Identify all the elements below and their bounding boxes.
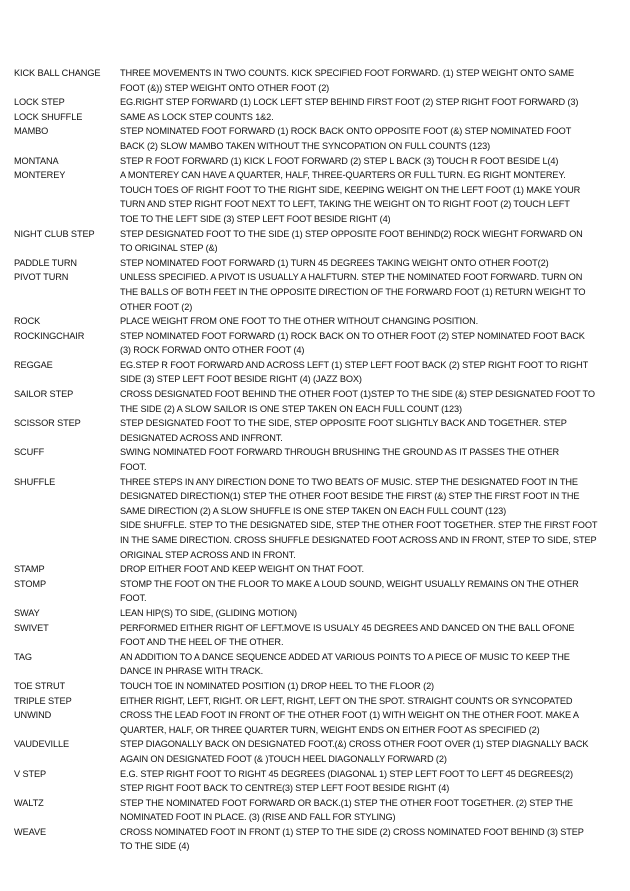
- entry-term: ROCKINGCHAIR: [14, 330, 85, 341]
- entry-term: REGGAE: [14, 359, 53, 370]
- entry-definition: [120, 256, 624, 271]
- entry-definition: [120, 110, 624, 125]
- entry-definition: [120, 314, 624, 329]
- definition-line: (3) ROCK FORWAD ONTO OTHER FOOT (4): [120, 345, 305, 356]
- entry-definition: [120, 416, 624, 445]
- definition-line: QUARTER, HALF, OR THREE QUARTER TURN, WEIGHT ENDS ON EITHER FOOT AS SPECIFIED (2): [120, 724, 540, 735]
- definition-line: IN THE SAME DIRECTION. CROSS SHUFFLE DESIGNATED FOOT ACROSS AND IN FRONT, STEP TO SIDE, STEP: [120, 535, 597, 545]
- definition-line: FOOT AND THE HEEL OF THE OTHER.: [120, 637, 284, 648]
- glossary-entry: [14, 168, 624, 226]
- glossary-entry: [14, 387, 624, 416]
- glossary-entry: [14, 329, 624, 358]
- definition-line: STEP NOMINATED FOOT FORWARD (1) TURN 45 DEGREES TAKING WEIGHT ONTO OTHER FOOT(2): [120, 257, 549, 268]
- definition-line: NOMINATED FOOT IN PLACE. (3) (RISE AND FALL FOR STYLING): [120, 812, 396, 823]
- entry-definition: [120, 445, 624, 474]
- definition-line: DESIGNATED ACROSS AND INFRONT.: [120, 432, 283, 443]
- entry-term: SWIVET: [14, 622, 49, 633]
- entry-term: VAUDEVILLE: [14, 739, 69, 750]
- definition-line: AN ADDITION TO A DANCE SEQUENCE ADDED AT VARIOUS POINTS TO A PIECE OF MUSIC TO KEEP THE: [120, 651, 570, 662]
- definition-line: SIDE (3) STEP LEFT FOOT BESIDE RIGHT (4) (JAZZ BOX): [120, 374, 362, 385]
- entry-definition: [120, 694, 624, 709]
- entry-definition: [120, 650, 624, 679]
- glossary-entry: [14, 606, 624, 621]
- entry-definition: [120, 95, 624, 110]
- entry-term: LOCK STEP: [14, 97, 65, 108]
- definition-line: TO THE SIDE (4): [120, 841, 190, 852]
- entry-definition: [120, 168, 624, 226]
- definition-line: PERFORMED EITHER RIGHT OF LEFT.MOVE IS USUALY 45 DEGREES AND DANCED ON THE BALL OFONE: [120, 622, 575, 633]
- glossary-entry: [14, 796, 624, 825]
- definition-line: SWING NOMINATED FOOT FORWARD THROUGH BRUSHING THE GROUND AS IT PASSES THE OTHER: [120, 447, 560, 458]
- glossary-entry: [14, 562, 624, 577]
- entry-term: SWAY: [14, 607, 40, 618]
- glossary-entry: [14, 95, 624, 110]
- glossary-entry: [14, 154, 624, 169]
- entry-term: NIGHT CLUB STEP: [14, 228, 95, 239]
- definition-line: TO ORIGINAL STEP (&): [120, 243, 218, 254]
- definition-line: THREE STEPS IN ANY DIRECTION DONE TO TWO BEATS OF MUSIC. STEP THE DESIGNATED FOOT IN THE: [120, 476, 578, 487]
- entry-term: MONTEREY: [14, 170, 66, 181]
- definition-line: A MONTEREY CAN HAVE A QUARTER, HALF, THREE-QUARTERS OR FULL TURN. EG RIGHT MONTEREY.: [120, 170, 566, 181]
- definition-line: EITHER RIGHT, LEFT, RIGHT. OR LEFT, RIGHT, LEFT ON THE SPOT. STRAIGHT COUNTS OR SYNCOPATED: [120, 695, 573, 706]
- definition-line: THE BALLS OF BOTH FEET IN THE OPPOSITE DIRECTION OF THE FORWARD FOOT (1) RETURN WEIGHT TO: [120, 286, 586, 297]
- entry-term: SHUFFLE: [14, 476, 56, 487]
- glossary-entry: [14, 621, 624, 650]
- entry-definition: [120, 124, 624, 153]
- entry-definition: [120, 606, 624, 621]
- definition-line: OTHER FOOT (2): [120, 301, 193, 312]
- entry-term: MONTANA: [14, 155, 59, 166]
- definition-line: ORIGINAL STEP ACROSS AND IN FRONT.: [120, 549, 296, 560]
- entry-term: TOE STRUT: [14, 680, 65, 691]
- glossary-entry: [14, 256, 624, 271]
- entry-definition: [120, 796, 624, 825]
- entry-definition: [120, 154, 624, 169]
- entry-term: LOCK SHUFFLE: [14, 111, 83, 122]
- definition-line: THE SIDE (2) A SLOW SAILOR IS ONE STEP TAKEN ON EACH FULL COUNT (123): [120, 403, 462, 414]
- entry-term: UNWIND: [14, 710, 52, 721]
- definition-line: SAME AS LOCK STEP COUNTS 1&2.: [120, 111, 274, 122]
- glossary-entry: [14, 708, 624, 737]
- glossary-entry: [14, 270, 624, 314]
- glossary-entry: [14, 358, 624, 387]
- definition-line: TOUCH TOE IN NOMINATED POSITION (1) DROP HEEL TO THE FLOOR (2): [120, 680, 434, 691]
- entry-definition: [120, 66, 624, 95]
- definition-line: THREE MOVEMENTS IN TWO COUNTS. KICK SPECIFIED FOOT FORWARD. (1) STEP WEIGHT ONTO SAME: [120, 68, 574, 78]
- definition-line: UNLESS SPECIFIED. A PIVOT IS USUALLY A HALFTURN. STEP THE NOMINATED FOOT FORWARD. TURN ON: [120, 272, 583, 283]
- entry-definition: [120, 270, 624, 314]
- entry-term: SCUFF: [14, 447, 45, 458]
- definition-line: CROSS NOMINATED FOOT IN FRONT (1) STEP TO THE SIDE (2) CROSS NOMINATED FOOT BEHIND (3) STEP: [120, 826, 584, 837]
- glossary-entry: [14, 110, 624, 125]
- entry-definition: [120, 387, 624, 416]
- definition-line: SAME DIRECTION (2) A SLOW SHUFFLE IS ONE STEP TAKEN ON EACH FULL COUNT (123): [120, 505, 507, 516]
- glossary-entry: [14, 124, 624, 153]
- definition-line: BACK (2) SLOW MAMBO TAKEN WITHOUT THE SYNCOPATION ON FULL COUNTS (123): [120, 140, 491, 151]
- definition-line: FOOT.: [120, 593, 147, 604]
- entry-definition: [120, 708, 624, 737]
- glossary-entry: [14, 650, 624, 679]
- definition-line: STEP DIAGONALLY BACK ON DESIGNATED FOOT.(&) CROSS OTHER FOOT OVER (1) STEP DIAGNALLY BACK: [120, 739, 589, 750]
- entry-definition: [120, 767, 624, 796]
- entry-term: STOMP: [14, 578, 47, 589]
- entry-term: WEAVE: [14, 826, 47, 837]
- entry-term: WALTZ: [14, 797, 44, 808]
- entry-term: ROCK: [14, 316, 41, 327]
- definition-line: AGAIN ON DESIGNATED FOOT (& )TOUCH HEEL DIAGONALLY FORWARD (2): [120, 753, 447, 764]
- entry-term: PIVOT TURN: [14, 272, 69, 283]
- glossary-page: [14, 66, 624, 854]
- definition-line: STOMP THE FOOT ON THE FLOOR TO MAKE A LOUD SOUND, WEIGHT USUALLY REMAINS ON THE OTHER: [120, 578, 579, 589]
- definition-line: TURN AND STEP RIGHT FOOT NEXT TO LEFT, TAKING THE WEIGHT ON TO RIGHT FOOT (2) TOUCH LEFT: [120, 199, 570, 210]
- entry-definition: [120, 475, 624, 563]
- definition-line: PLACE WEIGHT FROM ONE FOOT TO THE OTHER WITHOUT CHANGING POSITION.: [120, 316, 479, 327]
- glossary-entry: [14, 679, 624, 694]
- entry-term: KICK BALL CHANGE: [14, 68, 101, 78]
- entry-definition: [120, 621, 624, 650]
- definition-line: STEP DESIGNATED FOOT TO THE SIDE (1) STEP OPPOSITE FOOT BEHIND(2) ROCK WIEGHT FORWARD ON: [120, 228, 583, 239]
- glossary-entry: [14, 475, 624, 563]
- definition-line: STEP THE NOMINATED FOOT FORWARD OR BACK.(1) STEP THE OTHER FOOT TOGETHER. (2) STEP THE: [120, 797, 573, 808]
- definition-line: LEAN HIP(S) TO SIDE, (GLIDING MOTION): [120, 607, 297, 618]
- entry-definition: [120, 227, 624, 256]
- definition-line: CROSS DESIGNATED FOOT BEHIND THE OTHER FOOT (1)STEP TO THE SIDE (&) STEP DESIGNATED FOOT TO: [120, 389, 595, 400]
- entry-definition: [120, 329, 624, 358]
- definition-line: TOUCH TOES OF RIGHT FOOT TO THE RIGHT SIDE, KEEPING WEIGHT ON THE LEFT FOOT (1) MAKE YOUR: [120, 184, 581, 195]
- entry-term: SAILOR STEP: [14, 389, 74, 400]
- entry-definition: [120, 737, 624, 766]
- definition-line: CROSS THE LEAD FOOT IN FRONT OF THE OTHER FOOT (1) WITH WEIGHT ON THE OTHER FOOT. MAKE A: [120, 710, 579, 721]
- definition-line: STEP NOMINATED FOOT FORWARD (1) ROCK BACK ONTO OPPOSITE FOOT (&) STEP NOMINATED FOOT: [120, 126, 572, 137]
- glossary-entry: [14, 577, 624, 606]
- entry-term: TAG: [14, 651, 32, 662]
- entry-term: TRIPLE STEP: [14, 695, 72, 706]
- entry-definition: [120, 825, 624, 854]
- glossary-entry: [14, 694, 624, 709]
- definition-line: STEP NOMINATED FOOT FORWARD (1) ROCK BACK ON TO OTHER FOOT (2) STEP NOMINATED FOOT BACK: [120, 330, 585, 341]
- definition-line: E.G. STEP RIGHT FOOT TO RIGHT 45 DEGREES (DIAGONAL 1) STEP LEFT FOOT TO LEFT 45 DEGREES(2): [120, 768, 573, 779]
- definition-line: SIDE SHUFFLE. STEP TO THE DESIGNATED SIDE, STEP THE OTHER FOOT TOGETHER. STEP THE FIRST FOOT: [120, 520, 598, 531]
- definition-line: TOE TO THE LEFT SIDE (3) STEP LEFT FOOT BESIDE RIGHT (4): [120, 213, 391, 224]
- definition-line: STEP DESIGNATED FOOT TO THE SIDE, STEP OPPOSITE FOOT SLIGHTLY BACK AND TOGETHER. STEP: [120, 418, 567, 429]
- definition-line: EG.RIGHT STEP FORWARD (1) LOCK LEFT STEP BEHIND FIRST FOOT (2) STEP RIGHT FOOT FORWARD (3): [120, 97, 579, 108]
- entry-term: MAMBO: [14, 126, 49, 137]
- entry-definition: [120, 577, 624, 606]
- definition-line: FOOT (&)) STEP WEIGHT ONTO OTHER FOOT (2): [120, 82, 330, 93]
- entry-term: STAMP: [14, 564, 45, 575]
- definition-line: DESIGNATED DIRECTION(1) STEP THE OTHER FOOT BESIDE THE FIRST (&) STEP THE FIRST FOOT IN THE: [120, 491, 580, 502]
- entry-definition: [120, 358, 624, 387]
- definition-line: STEP R FOOT FORWARD (1) KICK L FOOT FORWARD (2) STEP L BACK (3) TOUCH R FOOT BESIDE L(4): [120, 155, 559, 166]
- glossary-entry: [14, 737, 624, 766]
- glossary-entry: [14, 314, 624, 329]
- glossary-entry: [14, 767, 624, 796]
- glossary-entry: [14, 416, 624, 445]
- glossary-entry: [14, 227, 624, 256]
- glossary-entry: [14, 825, 624, 854]
- entry-term: SCISSOR STEP: [14, 418, 81, 429]
- glossary-entry: [14, 445, 624, 474]
- definition-line: DANCE IN PHRASE WITH TRACK.: [120, 666, 264, 677]
- definition-line: EG.STEP R FOOT FORWARD AND ACROSS LEFT (1) STEP LEFT FOOT BACK (2) STEP RIGHT FOOT TO RIGHT: [120, 359, 589, 370]
- definition-line: DROP EITHER FOOT AND KEEP WEIGHT ON THAT FOOT.: [120, 564, 364, 575]
- entry-definition: [120, 562, 624, 577]
- entry-term: PADDLE TURN: [14, 257, 77, 268]
- definition-line: STEP RIGHT FOOT BACK TO CENTRE(3) STEP LEFT FOOT BESIDE RIGHT (4): [120, 783, 450, 794]
- definition-line: FOOT.: [120, 462, 147, 473]
- entry-definition: [120, 679, 624, 694]
- entry-term: V STEP: [14, 768, 47, 779]
- glossary-entry: [14, 66, 624, 95]
